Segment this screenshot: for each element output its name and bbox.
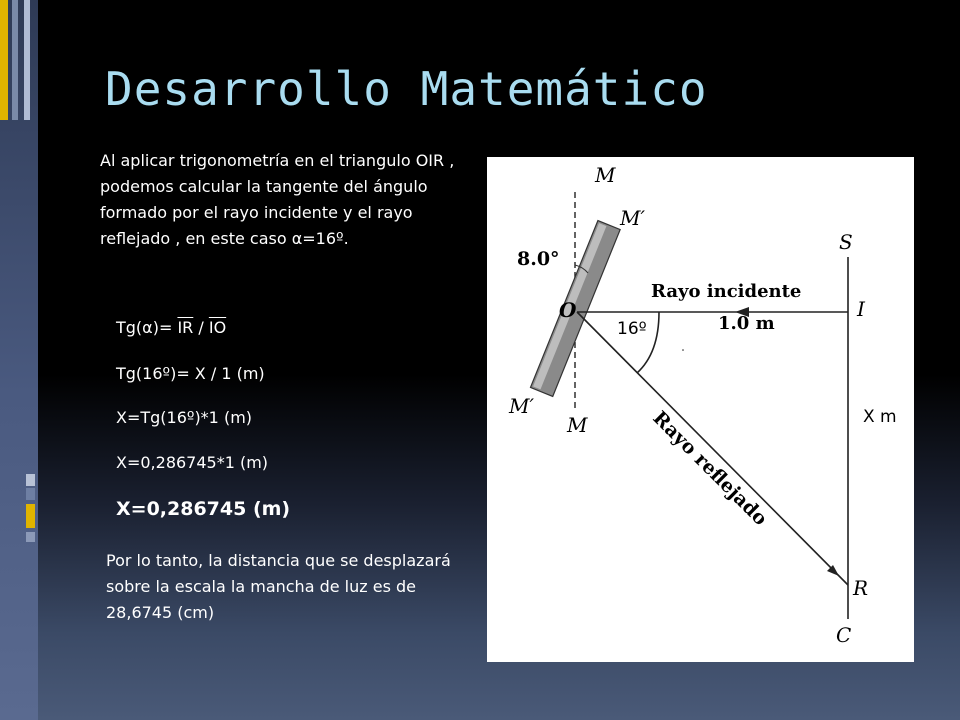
label-Mprime-top: M′: [620, 206, 646, 230]
equation-tangent-definition: [116, 318, 226, 337]
label-mirror-angle: 8.0°: [517, 248, 560, 270]
equation-x-expression: X=Tg(16º)*1 (m): [116, 408, 253, 427]
reflected-ray-line: [577, 312, 848, 585]
label-distance: 1.0 m: [718, 313, 775, 334]
deco-block-mid-a: [26, 474, 35, 486]
label-x-distance: X m: [863, 407, 897, 427]
label-M-top: M: [595, 163, 616, 187]
eq1-separator: /: [193, 318, 209, 337]
label-R: R: [853, 576, 869, 600]
label-alpha-angle: 16º: [617, 319, 647, 339]
label-incident-ray: Rayo incidente: [651, 281, 802, 302]
reflection-diagram: [487, 157, 914, 662]
deco-block-top-a: [0, 0, 8, 120]
deco-block-top-c: [24, 0, 30, 120]
eq1-ir-segment: $\overline{IR}$: [177, 318, 194, 337]
label-Mprime-bottom: M′: [509, 394, 535, 418]
equation-x-result: X=0,286745 (m): [116, 498, 291, 520]
deco-block-mid-b: [26, 488, 35, 500]
eq1-io-segment: $\overline{IO}$: [208, 318, 227, 337]
label-M-bottom: M: [567, 413, 588, 437]
label-C: C: [836, 623, 852, 647]
equation-x-numeric: X=0,286745*1 (m): [116, 453, 269, 472]
label-O: O: [559, 298, 577, 322]
stray-dot: [682, 349, 684, 351]
conclusion-paragraph: Por lo tanto, la distancia que se desplazará sobre la escala la mancha de luz es de 28,6745 (cm): [106, 551, 451, 622]
eq1-prefix: Tg(α)=: [116, 318, 178, 337]
intro-paragraph: Al aplicar trigonometría en el triangulo OIR , podemos calcular la tangente del ángulo formado por el rayo incidente y el rayo reflejado , en este caso α=16º.: [100, 151, 455, 248]
equation-tangent-16: Tg(16º)= X / 1 (m): [116, 364, 265, 383]
slide-title: Desarrollo Matemático: [105, 62, 708, 116]
label-reflected-ray: Rayo reflejado: [648, 406, 772, 531]
deco-block-mid-d: [26, 532, 35, 542]
deco-block-top-b: [12, 0, 18, 120]
reflection-diagram-svg: [487, 157, 914, 662]
deco-block-mid-c: [26, 504, 35, 528]
label-S: S: [839, 230, 853, 254]
label-I: I: [857, 297, 865, 321]
